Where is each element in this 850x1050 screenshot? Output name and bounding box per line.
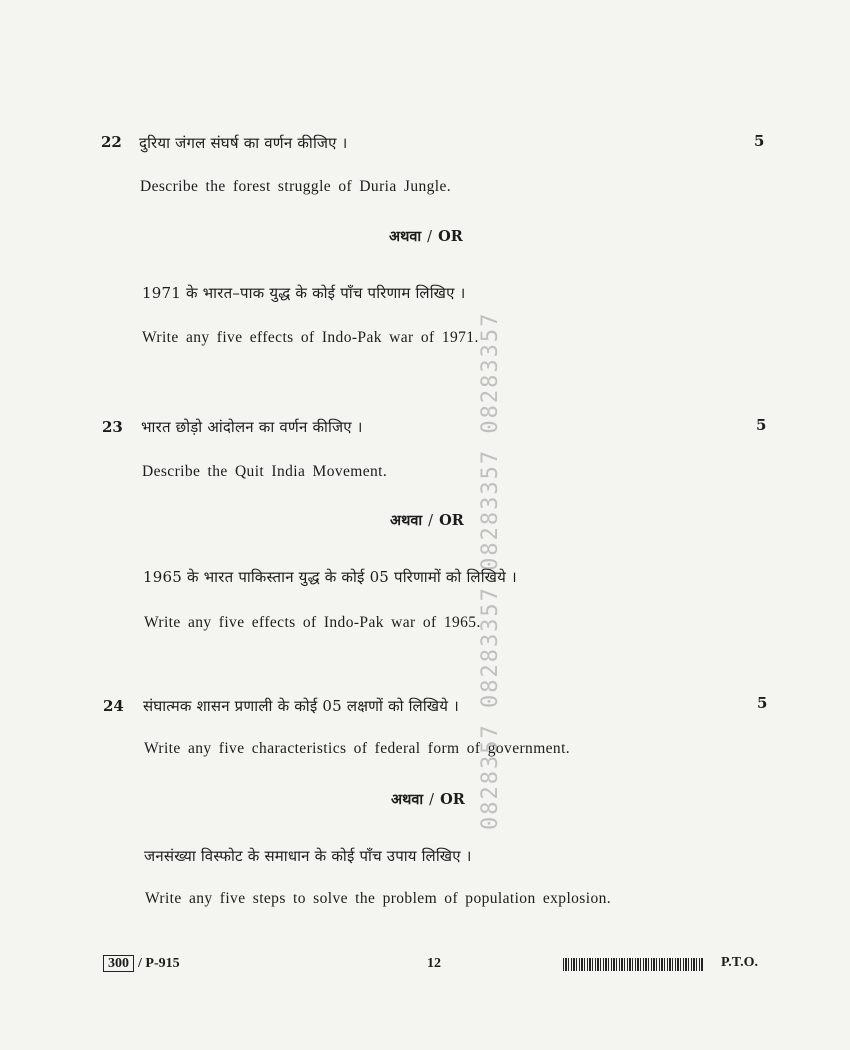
question-text-hindi: भारत छोड़ो आंदोलन का वर्णन कीजिए । bbox=[141, 418, 363, 436]
alternative-text-english: Write any five effects of Indo-Pak war of 1971. bbox=[142, 329, 479, 346]
question-marks: 5 bbox=[757, 694, 768, 712]
or-slash: / bbox=[429, 792, 435, 808]
alternative-text-english: Write any five steps to solve the problem of population explosion. bbox=[145, 890, 612, 907]
paper-code bbox=[103, 956, 180, 972]
or-slash: / bbox=[427, 229, 433, 245]
or-english: OR bbox=[439, 512, 464, 529]
question-marks: 5 bbox=[756, 416, 767, 434]
question-number: 22 bbox=[101, 133, 122, 151]
question-marks: 5 bbox=[754, 132, 765, 150]
paper-code-box: 300 bbox=[103, 955, 134, 972]
question-text-english: Describe the Quit India Movement. bbox=[142, 463, 388, 480]
page-number: 12 bbox=[427, 956, 441, 971]
or-slash: / bbox=[428, 513, 434, 529]
phone-watermark: 0828357 08283357 08283357 08283357 bbox=[478, 311, 503, 830]
question-text-english: Write any five characteristics of federal form of government. bbox=[144, 740, 571, 757]
question-text-hindi: दुरिया जंगल संघर्ष का वर्णन कीजिए । bbox=[139, 134, 348, 152]
or-separator bbox=[389, 226, 463, 246]
question-text-hindi: संघात्मक शासन प्रणाली के कोई 05 लक्षणों को लिखिये । bbox=[143, 697, 460, 715]
or-hindi: अथवा bbox=[391, 791, 424, 808]
alternative-text-hindi: जनसंख्या विस्फोट के समाधान के कोई पाँच उपाय लिखिए । bbox=[144, 847, 472, 865]
question-number: 23 bbox=[102, 418, 123, 436]
or-separator bbox=[391, 789, 465, 809]
alternative-text-hindi: 1965 के भारत पाकिस्तान युद्ध के कोई 05 परिणामों को लिखिये । bbox=[143, 568, 517, 586]
question-text-english: Describe the forest struggle of Duria Jungle. bbox=[140, 178, 452, 195]
alternative-text-hindi: 1971 के भारत–पाक युद्ध के कोई पाँच परिणाम लिखिए । bbox=[142, 284, 466, 302]
barcode bbox=[563, 958, 703, 971]
pto-label: P.T.O. bbox=[721, 955, 758, 970]
or-english: OR bbox=[440, 791, 465, 808]
or-hindi: अथवा bbox=[389, 228, 422, 245]
question-number: 24 bbox=[103, 697, 124, 715]
or-separator bbox=[390, 510, 464, 530]
paper-code-rest: / P-915 bbox=[138, 956, 180, 971]
or-english: OR bbox=[438, 228, 463, 245]
alternative-text-english: Write any five effects of Indo-Pak war of 1965. bbox=[144, 614, 481, 631]
or-hindi: अथवा bbox=[390, 512, 423, 529]
